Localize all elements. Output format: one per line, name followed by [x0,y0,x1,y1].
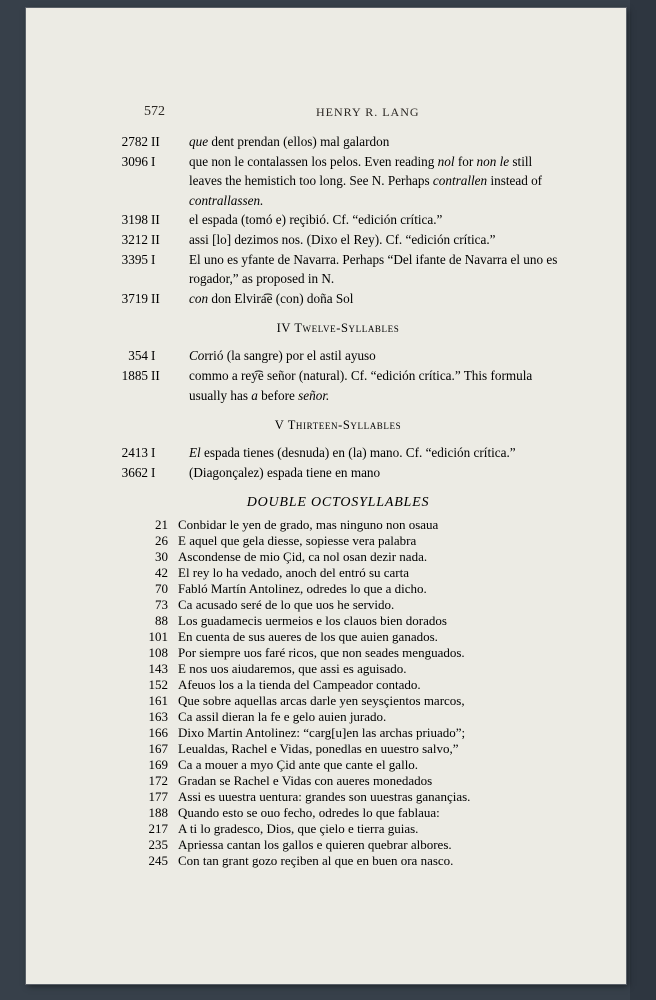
octosyllable-line [118,773,558,789]
verse-line-number: 26 [155,533,168,549]
verse-line-number: 73 [155,597,168,613]
verse-line-number: 188 [148,805,168,821]
verse-text: Ca acusado seré de lo que uos he servido. [178,597,395,613]
verse-text: Quando esto se ouo fecho, odredes lo que fablaua: [178,805,440,821]
verse-text: Conbidar le yen de grado, mas ninguno non osaua [178,517,439,533]
hemistich-number: II [151,290,160,306]
verse-line-number: 3719 [121,290,148,306]
scanner-background [630,0,656,1000]
hemistich-number: I [151,153,156,169]
page-header [144,104,584,122]
verse-note-text: assi [lo] dezimos nos. (Dixo el Rey). Cf. “edición crítica.” [189,231,496,247]
verse-line-number: 166 [148,725,168,741]
verse-note-text: El uno es yfante de Navarra. Perhaps “Del ifante de Navarra el uno es rogador,” as proposed in N. [189,251,558,287]
verse-line-number: 235 [148,837,168,853]
octosyllable-line [118,613,558,629]
section-title-text: IV Twelve-Syllables [276,321,400,336]
verse-reference [118,463,189,483]
verse-line-number: 88 [155,613,168,629]
verse-note-text: el espada (tomó e) reçibió. Cf. “edición crítica.” [189,212,443,228]
octosyllable-line [118,677,558,693]
verse-line-number: 30 [155,549,168,565]
octosyllable-line [118,517,558,533]
verse-line-number: 217 [148,821,168,837]
octosyllable-line [118,645,558,661]
verse-line-number: 2413 [121,445,148,461]
section-title-thirteen-syllables [118,416,558,434]
verse-line-number: 3198 [121,212,148,228]
verse-line-number: 163 [148,709,168,725]
verse-line-number: 3662 [121,464,148,480]
verse-text: Ca assil dieran la fe e gelo auien jurado. [178,709,387,725]
verse-text: E nos uos aiudaremos, que assi es aguisado. [178,661,407,677]
verse-entry [118,230,558,250]
verse-text: Que sobre aquellas arcas darle yen seysçientos marcos, [178,693,465,709]
verse-reference [118,230,189,250]
section-title-text: V Thirteen-Syllables [274,418,402,433]
verse-text: Los guadamecis uermeios e los clauos bien dorados [178,613,447,629]
verse-line-number: 2782 [121,134,148,149]
verse-reference [118,289,189,309]
verse-entry [118,250,558,289]
verse-text: Assi es uuestra uentura: grandes son uuestras ganançias. [178,789,471,805]
verse-line-number: 42 [155,565,168,581]
verse-line-number: 177 [148,789,168,805]
hemistich-number: I [151,445,156,461]
verse-line-number: 21 [155,517,168,533]
verse-reference [118,250,189,289]
octosyllable-line [118,597,558,613]
hemistich-number: II [151,367,160,383]
verse-note-text: con don Elvira͡e (con) doña Sol [189,290,354,306]
page-number: 572 [144,104,165,119]
verse-text: Ascondense de mio Çid, ca nol osan dezir nada. [178,549,428,565]
verse-note-text: Corrió (la sangre) por el astil ayuso [189,348,376,364]
verse-entry [118,132,558,152]
verse-line-number: 3395 [121,251,148,267]
verse-note-text: commo a rey͡e señor (natural). Cf. “edición crítica.” This formula usually has a before señor. [189,367,533,403]
verse-entry [118,210,558,230]
octosyllable-line [118,581,558,597]
verse-entry [118,152,558,211]
verse-note-text: que dent prendan (ellos) mal galardon [189,134,390,149]
verse-line-number: 70 [155,581,168,597]
octosyllable-line [118,549,558,565]
verse-text: Dixo Martin Antolinez: “carg[u]en las archas priuado”; [178,725,466,741]
octosyllable-line [118,821,558,837]
hemistich-number: I [151,251,156,267]
octosyllable-line [118,693,558,709]
octosyllable-line [118,789,558,805]
verse-entry [118,289,558,309]
section-title-twelve-syllables [118,319,558,337]
verse-text: Con tan grant gozo reçiben al que en buen ora nasco. [178,853,454,869]
verse-entry [118,463,558,483]
verse-line-number: 3096 [121,153,148,169]
verse-entry [118,366,558,405]
octosyllable-line [118,741,558,757]
verse-reference [118,443,189,463]
section-title-double-octosyllables: DOUBLE OCTOSYLLABLES [246,495,430,511]
verse-line-number: 152 [148,677,168,693]
verse-line-number: 245 [148,853,168,869]
verse-note-text: El espada tienes (desnuda) en (la) mano. Cf. “edición crítica.” [189,445,516,461]
verse-line-number: 169 [148,757,168,773]
octosyllable-line [118,837,558,853]
hemistich-number: I [151,348,156,364]
verse-text: Apriessa cantan los gallos e quieren quebrar albores. [178,837,452,853]
verse-text: Gradan se Rachel e Vidas con aueres monedados [178,773,433,789]
running-head: HENRY R. LANG [316,105,420,119]
octosyllable-line [118,853,558,869]
verse-line-number: 101 [148,629,168,645]
verse-text: El rey lo ha vedado, anoch del entró su carta [178,565,410,581]
verse-text: Ca a mouer a myo Çid ante que cante el gallo. [178,757,419,773]
octosyllable-line [118,661,558,677]
verse-line-number: 172 [148,773,168,789]
verse-text: E aquel que gela diesse, sopiesse vera palabra [178,533,417,549]
octosyllable-line [118,629,558,645]
verse-reference [118,132,189,152]
verse-entry [118,443,558,463]
page-content [118,132,558,869]
verse-line-number: 3212 [121,231,148,247]
octosyllable-line [118,533,558,549]
octosyllable-line [118,725,558,741]
verse-text: Fabló Martín Antolinez, odredes lo que a dicho. [178,581,427,597]
hemistich-number: II [151,231,160,247]
verse-text: A ti lo gradesco, Dios, que çielo e tierra guias. [178,821,419,837]
verse-text: Leualdas, Rachel e Vidas, ponedlas en uuestro salvo,” [178,741,459,757]
verse-reference [118,346,189,366]
verse-note-text: que non le contalassen los pelos. Even reading nol for non le still leaves the hemistich too long. See N. Perhaps contrallen instead of contrallassen. [189,153,543,208]
hemistich-number: II [151,212,160,228]
verse-reference [118,210,189,230]
verse-line-number: 1885 [121,367,148,383]
verse-note-text: (Diagonçalez) espada tiene en mano [189,464,381,480]
octosyllable-line [118,709,558,725]
octosyllable-line [118,565,558,581]
verse-text: Afeuos los a la tienda del Campeador contado. [178,677,421,693]
verse-line-number: 167 [148,741,168,757]
verse-line-number: 161 [148,693,168,709]
verse-reference [118,152,189,211]
octosyllable-line [118,757,558,773]
verse-entry [118,346,558,366]
verse-reference [118,366,189,405]
octosyllable-line [118,805,558,821]
verse-text: En cuenta de sus aueres de los que auien ganados. [178,629,438,645]
verse-line-number: 354 [128,348,148,364]
verse-line-number: 143 [148,661,168,677]
hemistich-number: II [151,134,160,149]
verse-text: Por siempre uos faré ricos, que non seades menguados. [178,645,465,661]
hemistich-number: I [151,464,156,480]
verse-line-number: 108 [148,645,168,661]
